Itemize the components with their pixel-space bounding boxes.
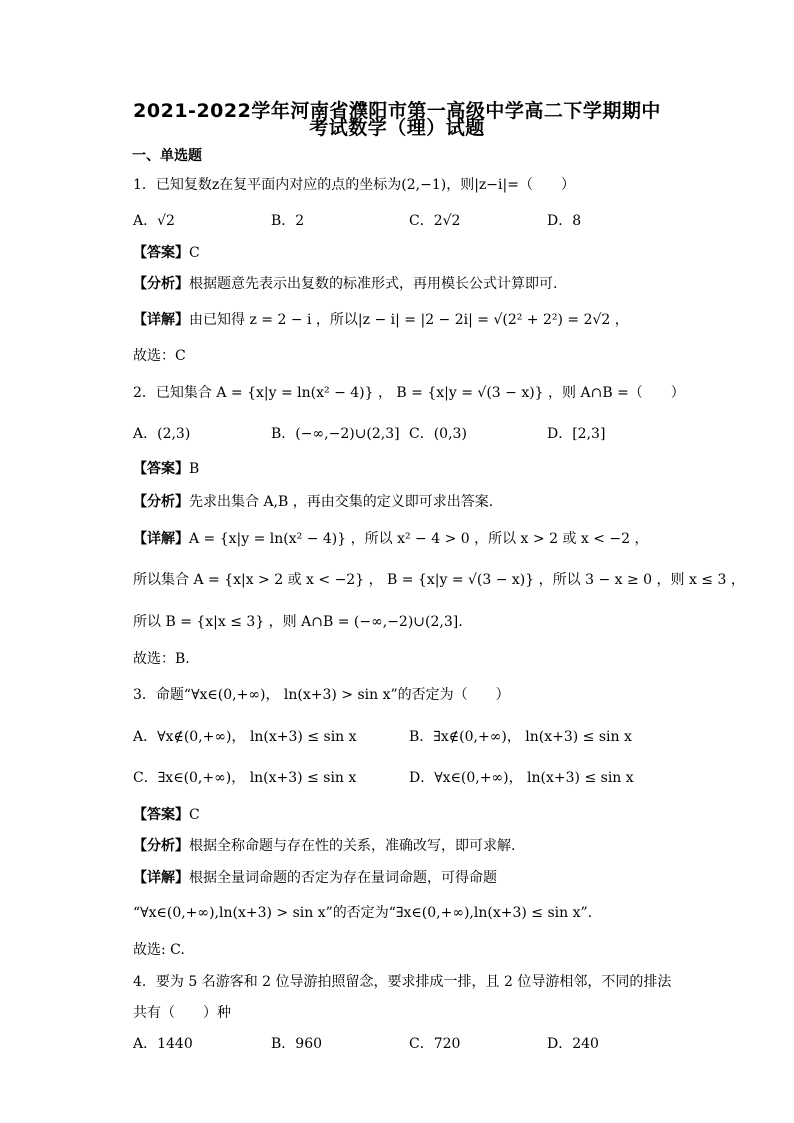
q3-option-d: D．∀x∈(0,+∞)， ln(x+3) ≤ sin x bbox=[409, 770, 634, 786]
q2-analysis-text: 先求出集合 A,B ，再由交集的定义即可求出答案. bbox=[189, 494, 494, 510]
q3-option-c: C．∃x∈(0,+∞)， ln(x+3) ≤ sin x bbox=[133, 770, 357, 786]
q3-answer-tag: 【答案】 bbox=[133, 807, 189, 823]
q1-detail bbox=[133, 310, 694, 330]
q1-option-d: D．8 bbox=[547, 213, 582, 229]
q3-detail-2: “∀x∈(0,+∞),ln(x+3) > sin x”的否定为“∃x∈(0,+∞),ln(x+3) ≤ sin x”. bbox=[133, 905, 593, 921]
q2-detail-text-1: A = {x|y = ln(x² − 4)} ，所以 x² − 4 > 0 ，所以 x > 2 或 x < −2 ， bbox=[189, 531, 649, 547]
q3-analysis bbox=[133, 836, 694, 856]
q2-detail-3: 所以 B = {x|x ≤ 3} ，则 A∩B = (−∞,−2)∪(2,3]. bbox=[133, 614, 463, 630]
q2-detail-1 bbox=[133, 529, 694, 549]
q2-answer-tag: 【答案】 bbox=[133, 461, 189, 477]
q2-detail-tag: 【详解】 bbox=[133, 531, 189, 547]
document-title-line-1: 2021-2022学年河南省濮阳市第一高级中学高二下学期期中 bbox=[133, 100, 661, 122]
q3-option-a: A．∀x∉(0,+∞)， ln(x+3) ≤ sin x bbox=[133, 729, 357, 745]
q4-option-b: B．960 bbox=[271, 1036, 323, 1052]
q2-conclusion: 故选：B. bbox=[133, 651, 190, 667]
q1-analysis bbox=[133, 274, 694, 294]
q1-answer bbox=[133, 243, 694, 263]
q1-analysis-text: 根据题意先表示出复数的标准形式，再用模长公式计算即可. bbox=[189, 276, 558, 292]
q2-answer bbox=[133, 459, 694, 479]
q4-stem-2: 共有（ ）种 bbox=[133, 1005, 231, 1021]
q1-option-b: B．2 bbox=[271, 213, 305, 229]
q2-option-d: D．[2,3] bbox=[547, 426, 606, 442]
q4-option-c: C．720 bbox=[409, 1036, 461, 1052]
q1-option-c: C．2√2 bbox=[409, 213, 461, 229]
q2-analysis bbox=[133, 492, 694, 512]
q3-analysis-text: 根据全称命题与存在性的关系，准确改写，即可求解. bbox=[189, 838, 516, 854]
q4-option-a: A．1440 bbox=[133, 1036, 193, 1052]
q3-answer bbox=[133, 805, 694, 825]
q3-detail-1 bbox=[133, 868, 694, 888]
q1-detail-text: 由已知得 z = 2 − i ，所以|z − i| = |2 − 2i| = √(2² + 2²) = 2√2 ， bbox=[189, 312, 629, 328]
q3-detail-text-1: 根据全量词命题的否定为存在量词命题，可得命题 bbox=[189, 870, 497, 886]
q4-option-d: D．240 bbox=[547, 1036, 599, 1052]
q1-conclusion: 故选：C bbox=[133, 348, 186, 364]
q3-analysis-tag: 【分析】 bbox=[133, 838, 189, 854]
q3-conclusion: 故选: C. bbox=[133, 942, 185, 958]
q3-detail-tag: 【详解】 bbox=[133, 870, 189, 886]
q2-detail-2: 所以集合 A = {x|x > 2 或 x < −2} ， B = {x|y = √(3 − x)} ，所以 3 − x ≥ 0 ，则 x ≤ 3 ， bbox=[133, 572, 745, 588]
q2-option-b: B．(−∞,−2)∪(2,3] bbox=[271, 426, 400, 442]
q2-option-a: A．(2,3) bbox=[133, 426, 191, 442]
q1-answer-value: C bbox=[189, 245, 200, 261]
q1-analysis-tag: 【分析】 bbox=[133, 276, 189, 292]
q1-answer-tag: 【答案】 bbox=[133, 245, 189, 261]
q1-stem: 1．已知复数z在复平面内对应的点的坐标为(2,−1)，则|z−i|=（ ） bbox=[133, 177, 575, 193]
document-title-line-2-text: 考试数学（理）试题 bbox=[309, 117, 485, 139]
q1-detail-tag: 【详解】 bbox=[133, 312, 189, 328]
q4-stem-1: 4．要为 5 名游客和 2 位导游拍照留念，要求排成一排，且 2 位导游相邻，不同的排法 bbox=[133, 974, 672, 990]
q3-answer-value: C bbox=[189, 807, 200, 823]
q2-answer-value: B bbox=[189, 461, 200, 477]
q2-stem: 2．已知集合 A = {x|y = ln(x² − 4)} ， B = {x|y = √(3 − x)} ，则 A∩B =（ ） bbox=[133, 385, 685, 401]
q1-option-a: A．√2 bbox=[133, 213, 175, 229]
q2-option-c: C．(0,3) bbox=[409, 426, 467, 442]
section-heading: 一、单选题 bbox=[132, 148, 202, 164]
q2-analysis-tag: 【分析】 bbox=[133, 494, 189, 510]
q3-option-b: B．∃x∉(0,+∞)， ln(x+3) ≤ sin x bbox=[409, 729, 632, 745]
q3-stem: 3．命题“∀x∈(0,+∞)， ln(x+3) > sin x”的否定为（ ） bbox=[133, 687, 510, 703]
